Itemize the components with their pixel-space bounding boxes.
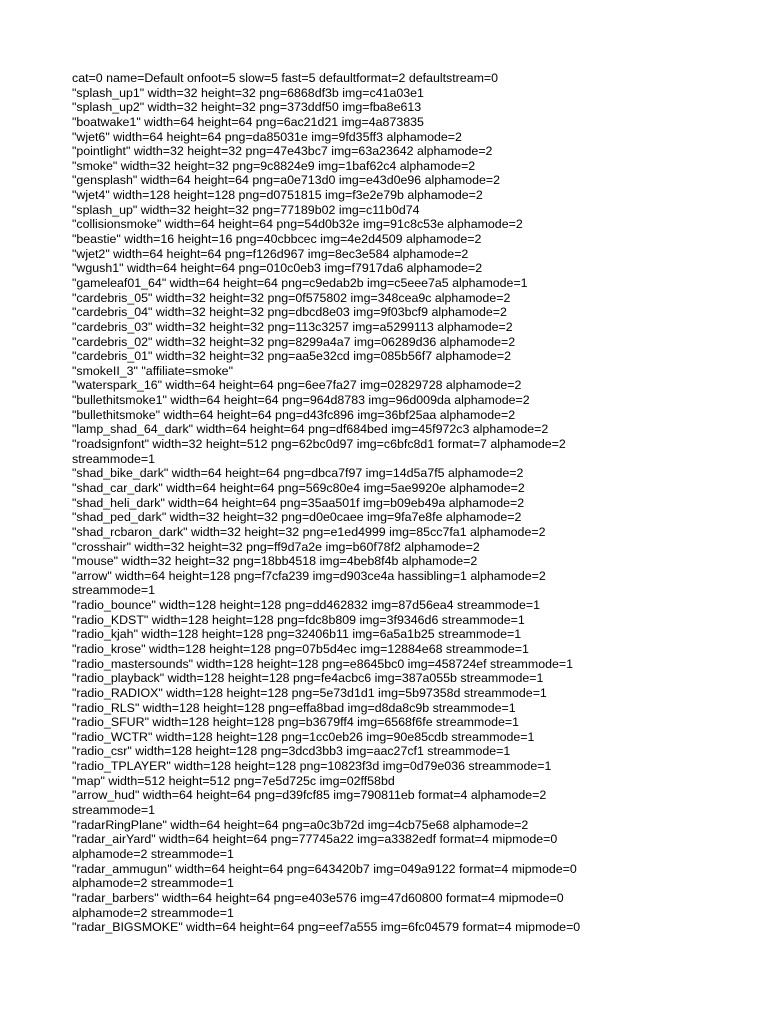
text-line: "arrow" width=64 height=128 png=f7cfa239 img=d903ce4a hassibling=1 alphamode=2 — [72, 568, 546, 583]
text-line: "radio_TPLAYER" width=128 height=128 png=10823f3d img=0d79e036 streammode=1 — [72, 759, 552, 774]
text-line: "bullethitsmoke" width=64 height=64 png=d43fc896 img=36bf25aa alphamode=2 — [72, 407, 516, 422]
text-line: "radio_WCTR" width=128 height=128 png=1cc0eb26 img=90e85cdb streammode=1 — [72, 729, 535, 744]
text-line: "pointlight" width=32 height=32 png=47e43bc7 img=63a23642 alphamode=2 — [72, 144, 493, 159]
text-line: "gensplash" width=64 height=64 png=a0e713d0 img=e43d0e96 alphamode=2 — [72, 173, 501, 188]
text-line: "wgush1" width=64 height=64 png=010c0eb3 img=f7917da6 alphamode=2 — [72, 261, 483, 276]
text-line: cat=0 name=Default onfoot=5 slow=5 fast=5 defaultformat=2 defaultstream=0 — [72, 71, 499, 85]
text-line: "radio_mastersounds" width=128 height=128 png=e8645bc0 img=458724ef streammode=1 — [72, 656, 573, 671]
text-line: "boatwake1" width=64 height=64 png=6ac21d21 img=4a873835 — [72, 114, 424, 129]
text-line: "waterspark_16" width=64 height=64 png=6ee7fa27 img=02829728 alphamode=2 — [72, 378, 522, 393]
text-line: streammode=1 — [72, 451, 155, 466]
text-line: "splash_up2" width=32 height=32 png=373ddf50 img=fba8e613 — [72, 100, 422, 115]
text-line: "radio_csr" width=128 height=128 png=3dcd3bb3 img=aac27cf1 streammode=1 — [72, 744, 511, 759]
text-line: "radio_RLS" width=128 height=128 png=effa8bad img=d8da8c9b streammode=1 — [72, 700, 516, 715]
text-line: "radio_krose" width=128 height=128 png=07b5d4ec img=12884e68 streammode=1 — [72, 641, 529, 656]
text-line: "smoke" width=32 height=32 png=9c8824e9 img=1baf62c4 alphamode=2 — [72, 158, 476, 173]
text-line: "splash_up" width=32 height=32 png=77189b02 img=c11b0d74 — [72, 202, 420, 217]
text-line: "radio_playback" width=128 height=128 png=fe4acbc6 img=387a055b streammode=1 — [72, 671, 544, 686]
text-line: "smokeII_3" "affiliate=smoke" — [72, 363, 233, 378]
text-line: "crosshair" width=32 height=32 png=ff9d7a2e img=b60f78f2 alphamode=2 — [72, 539, 480, 554]
text-line: "mouse" width=32 height=32 png=18bb4518 img=4beb8f4b alphamode=2 — [72, 554, 478, 569]
text-line: "radar_barbers" width=64 height=64 png=e403e576 img=47d60800 format=4 mipmode=0 — [72, 890, 564, 905]
text-line: "shad_heli_dark" width=64 height=64 png=35aa501f img=b09eb49a alphamode=2 — [72, 495, 525, 510]
text-line: "radio_KDST" width=128 height=128 png=fdc8b809 img=3f9346d6 streammode=1 — [72, 612, 525, 627]
text-line: alphamode=2 streammode=1 — [72, 905, 234, 920]
text-line: "radio_RADIOX" width=128 height=128 png=5e73d1d1 img=5b97358d streammode=1 — [72, 685, 547, 700]
text-line: "cardebris_02" width=32 height=32 png=8299a4a7 img=06289d36 alphamode=2 — [72, 334, 516, 349]
text-line: "cardebris_01" width=32 height=32 png=aa5e32cd img=085b56f7 alphamode=2 — [72, 349, 512, 364]
text-line: "shad_bike_dark" width=64 height=64 png=dbca7f97 img=14d5a7f5 alphamode=2 — [72, 466, 524, 481]
text-line: "arrow_hud" width=64 height=64 png=d39fcf85 img=790811eb format=4 alphamode=2 — [72, 788, 547, 803]
text-line: alphamode=2 streammode=1 — [72, 876, 234, 891]
text-line: "radar_airYard" width=64 height=64 png=77745a22 img=a3382edf format=4 mipmode=0 — [72, 832, 558, 847]
text-line: "shad_car_dark" width=64 height=64 png=569c80e4 img=5ae9920e alphamode=2 — [72, 480, 525, 495]
text-line: "radio_SFUR" width=128 height=128 png=b3679ff4 img=6568f6fe streammode=1 — [72, 715, 520, 730]
text-line: "beastie" width=16 height=16 png=40cbbcec img=4e2d4509 alphamode=2 — [72, 232, 482, 247]
text-line: "wjet2" width=64 height=64 png=f126d967 img=8ec3e584 alphamode=2 — [72, 246, 469, 261]
text-line: "cardebris_03" width=32 height=32 png=113c3257 img=a5299113 alphamode=2 — [72, 319, 513, 334]
text-line: "shad_rcbaron_dark" width=32 height=32 png=e1ed4999 img=85cc7fa1 alphamode=2 — [72, 524, 546, 539]
text-line: "map" width=512 height=512 png=7e5d725c img=02ff58bd — [72, 773, 395, 788]
text-line: "roadsignfont" width=32 height=512 png=62bc0d97 img=c6bfc8d1 format=7 alphamode=2 — [72, 437, 566, 452]
text-line: "radio_kjah" width=128 height=128 png=32406b11 img=6a5a1b25 streammode=1 — [72, 627, 522, 642]
text-line: "lamp_shad_64_dark" width=64 height=64 png=df684bed img=45f972c3 alphamode=2 — [72, 422, 549, 437]
text-line: streammode=1 — [72, 803, 155, 818]
text-line: "wjet6" width=64 height=64 png=da85031e img=9fd35ff3 alphamode=2 — [72, 129, 462, 144]
text-line: "gameleaf01_64" width=64 height=64 png=c9edab2b img=c5eee7a5 alphamode=1 — [72, 275, 528, 290]
document-text — [72, 71, 692, 935]
text-line: "radarRingPlane" width=64 height=64 png=a0c3b72d img=4cb75e68 alphamode=2 — [72, 817, 529, 832]
text-line: "collisionsmoke" width=64 height=64 png=54d0b32e img=91c8c53e alphamode=2 — [72, 217, 523, 232]
text-line: "radar_ammugun" width=64 height=64 png=643420b7 img=049a9122 format=4 mipmode=0 — [72, 861, 577, 876]
text-line: alphamode=2 streammode=1 — [72, 846, 234, 861]
text-line: "cardebris_04" width=32 height=32 png=dbcd8e03 img=9f03bcf9 alphamode=2 — [72, 305, 507, 320]
text-line: "shad_ped_dark" width=32 height=32 png=d0e0caee img=9fa7e8fe alphamode=2 — [72, 510, 522, 525]
text-line: "wjet4" width=128 height=128 png=d0751815 img=f3e2e79b alphamode=2 — [72, 188, 483, 203]
text-line: "cardebris_05" width=32 height=32 png=0f575802 img=348cea9c alphamode=2 — [72, 290, 511, 305]
text-line: "splash_up1" width=32 height=32 png=6868df3b img=c41a03e1 — [72, 85, 424, 100]
text-line: "radio_bounce" width=128 height=128 png=dd462832 img=87d56ea4 streammode=1 — [72, 598, 540, 613]
text-line: "radar_BIGSMOKE" width=64 height=64 png=eef7a555 img=6fc04579 format=4 mipmode=0 — [72, 920, 581, 935]
text-line: "bullethitsmoke1" width=64 height=64 png=964d8783 img=96d009da alphamode=2 — [72, 393, 530, 408]
text-line: streammode=1 — [72, 583, 155, 598]
